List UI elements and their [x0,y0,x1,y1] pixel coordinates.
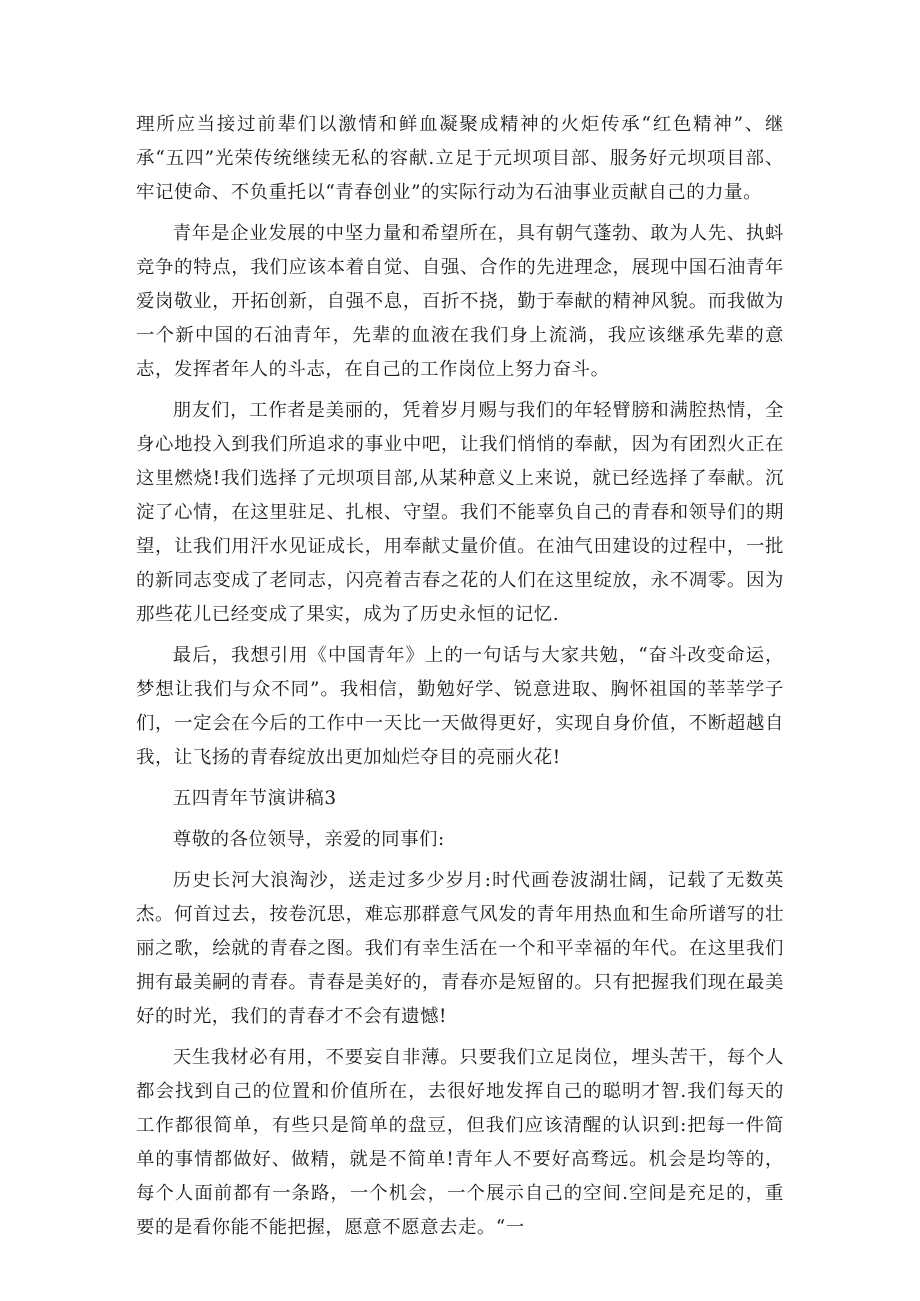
section-heading: 五四青年节演讲稿3 [172,788,337,809]
paragraph-6: 天生我材必有用，不要妄自非薄。只要我们立足岗位，埋头苦干，每个人都会找到自己的位置和价值所在，去很好地发挥自己的聪明才智.我们每天的工作都很简单，有些只是简单的盘豆，但我们应该清醒的认识到:把每一件简单的事情都做好、做精，就是不简单!青年人不要好高骛远。机会是均等的，每个人面前都有一条路，一个机会，一个展示自己的空间.空间是充足的，重要的是看你能不能把握，愿意不愿意去走。“一 [136,1047,784,1238]
salutation: 尊敬的各位领导，亲爱的同事们: [172,829,445,850]
paragraph-2: 青年是企业发展的中坚力量和希望所在，具有朝气蓬勃、敢为人先、执蚪竞争的特点，我们应该本着自觉、自强、合作的先进理念，展现中国石油青年爱岗敬业，开拓创新，自强不息，百折不挠，勤于奉献的精神风貌。而我做为一个新中国的石油青年，先辈的血液在我们身上流淌，我应该继承先辈的意志，发挥者年人的斗志，在自己的工作岗位上努力奋斗。 [136,223,784,380]
paragraph-4: 最后，我想引用《中国青年》上的一句话与大家共勉，“奋斗改变命运，梦想让我们与众不同”。我相信，勤勉好学、锐意进取、胸怀祖国的莘莘学子们，一定会在今后的工作中一天比一天做得更好，实现自身价值，不断超越自我，让飞扬的青春绽放出更加灿烂夺目的亮丽火花! [136,645,784,768]
paragraph-1: 理所应当接过前辈们以激情和鲜血凝聚成精神的火炬传承“红色精神”、继承“五四”光荣传统继续无私的容献.立足于元坝项目部、服务好元坝项目部、牢记使命、不负重托以“青春创业”的实际行动为石油事业贡献自己的力量。 [136,114,784,203]
document-body [136,108,784,1252]
paragraph-3: 朋友们，工作者是美丽的，凭着岁月赐与我们的年轻臂膀和满腔热情，全身心地投入到我们所追求的事业中吧，让我们悄悄的奉献，因为有团烈火正在这里燃烧!我们选择了元坝项目部,从某种意义上来说，就已经选择了奉献。沉淀了心情，在这里驻足、扎根、守望。我们不能辜负自己的青春和领导们的期望，让我们用汗水见证成长，用奉献丈量价值。在油气田建设的过程中，一批的新同志变成了老同志，闪亮着吉春之花的人们在这里绽放，永不凋零。因为那些花儿已经变成了果实，成为了历史永恒的记忆. [136,400,784,625]
paragraph-5: 历史长河大浪淘沙，送走过多少岁月:时代画卷波湖壮阔，记载了无数英杰。何首过去，按卷沉思，难忘那群意气风发的青年用热血和生命所谱写的壮丽之歌，绘就的青春之图。我们有幸生活在一个和平幸福的年代。在这里我们拥有最美嗣的青春。青春是美好的，青春亦是短留的。只有把握我们现在最美好的时光，我们的青春才不会有遗憾! [136,870,784,1027]
